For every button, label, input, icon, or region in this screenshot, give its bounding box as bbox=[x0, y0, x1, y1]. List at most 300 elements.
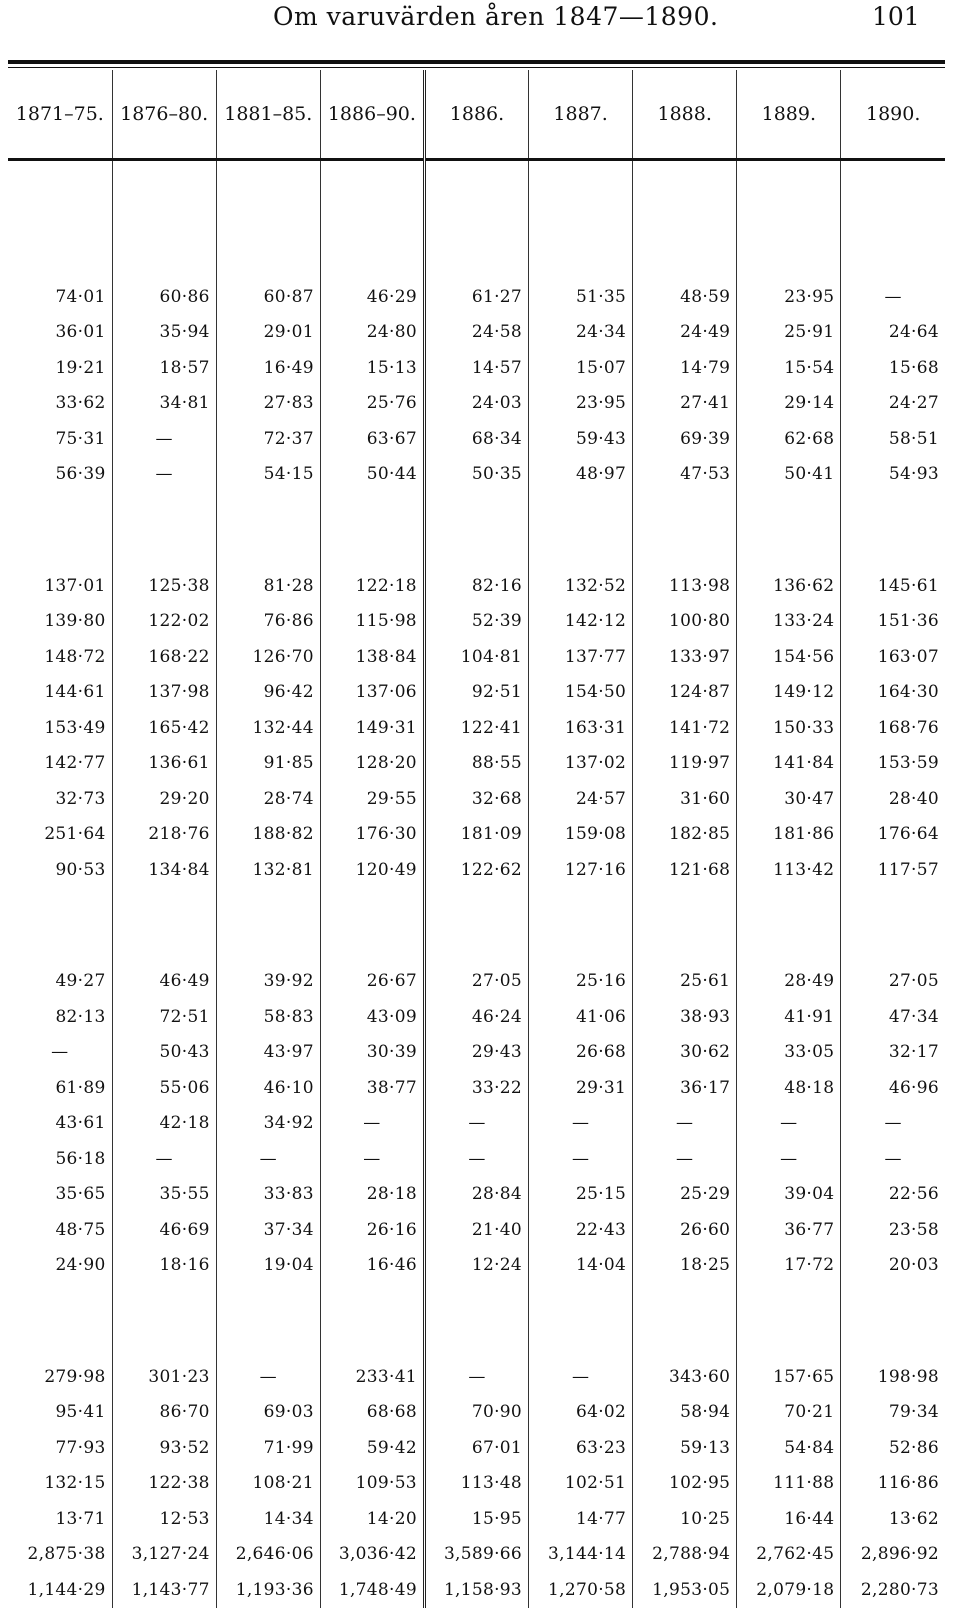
table-cell: 68·34 bbox=[424, 421, 528, 457]
table-cell: — bbox=[633, 1106, 737, 1142]
table-row bbox=[8, 781, 945, 817]
table-cell: 82·13 bbox=[55, 1006, 106, 1027]
table-cell: 1,143·77 bbox=[112, 1572, 216, 1608]
table-cell: 61·89 bbox=[55, 1077, 106, 1098]
table-cell: 113·98 bbox=[633, 568, 737, 604]
table-cell: 2,280·73 bbox=[841, 1572, 945, 1608]
table-cell: — bbox=[320, 1141, 424, 1177]
table-cell: 48·59 bbox=[633, 279, 737, 315]
spacer-cell bbox=[112, 888, 216, 964]
table-cell: 137·98 bbox=[112, 675, 216, 711]
table-cell: 90·53 bbox=[55, 859, 106, 880]
group-spacer bbox=[8, 160, 945, 280]
table-cell: 32·17 bbox=[841, 1035, 945, 1071]
table-cell: 54·15 bbox=[216, 457, 320, 493]
table-cell: 2,762·45 bbox=[737, 1537, 841, 1573]
table-row bbox=[8, 1035, 945, 1071]
table-cell: 198·98 bbox=[841, 1359, 945, 1395]
table-cell: 58·51 bbox=[841, 421, 945, 457]
table-row bbox=[8, 1430, 945, 1466]
table-cell: 163·31 bbox=[529, 710, 633, 746]
spacer-cell bbox=[8, 888, 112, 964]
table-cell: — bbox=[529, 1106, 633, 1142]
table-cell: 34·92 bbox=[216, 1106, 320, 1142]
table-cell: 1,144·29 bbox=[27, 1579, 106, 1600]
table-cell: 124·87 bbox=[633, 675, 737, 711]
table-cell: 52·86 bbox=[841, 1430, 945, 1466]
table-cell: 43·09 bbox=[320, 999, 424, 1035]
spacer-cell bbox=[216, 492, 320, 568]
table-header bbox=[8, 70, 945, 160]
table-cell: 3,036·42 bbox=[320, 1537, 424, 1573]
table-row bbox=[8, 1141, 945, 1177]
table-row bbox=[8, 639, 945, 675]
table-cell: 14·04 bbox=[529, 1248, 633, 1284]
spacer-cell bbox=[424, 888, 528, 964]
column-header: 1890. bbox=[841, 70, 945, 160]
table-cell: 102·95 bbox=[633, 1466, 737, 1502]
table-cell: 137·77 bbox=[529, 639, 633, 675]
table-cell: 24·58 bbox=[424, 315, 528, 351]
column-header: 1888. bbox=[633, 70, 737, 160]
table-cell: 132·44 bbox=[216, 710, 320, 746]
table-cell: 19·21 bbox=[55, 357, 106, 378]
table-cell: 121·68 bbox=[633, 852, 737, 888]
table-cell: 122·02 bbox=[112, 604, 216, 640]
spacer-cell bbox=[8, 1283, 112, 1359]
spacer-cell bbox=[841, 1283, 945, 1359]
table-row bbox=[8, 457, 945, 493]
table-row bbox=[8, 675, 945, 711]
table-cell: 188·82 bbox=[216, 817, 320, 853]
table-cell: 46·49 bbox=[112, 964, 216, 1000]
table-cell: 43·61 bbox=[55, 1113, 106, 1134]
table-cell: 181·86 bbox=[737, 817, 841, 853]
table-cell: 1,158·93 bbox=[424, 1572, 528, 1608]
table-cell: — bbox=[841, 1141, 945, 1177]
table-cell: 125·38 bbox=[112, 568, 216, 604]
table-row bbox=[8, 710, 945, 746]
table-cell: — bbox=[112, 457, 216, 493]
table-cell: 19·04 bbox=[216, 1248, 320, 1284]
table-cell: 1,953·05 bbox=[633, 1572, 737, 1608]
table-row bbox=[8, 1395, 945, 1431]
table-cell: 37·34 bbox=[216, 1212, 320, 1248]
table-row bbox=[8, 1359, 945, 1395]
table-cell: 132·52 bbox=[529, 568, 633, 604]
table-cell: 27·83 bbox=[216, 386, 320, 422]
table-row bbox=[8, 421, 945, 457]
table-cell: 61·27 bbox=[424, 279, 528, 315]
spacer-cell bbox=[841, 492, 945, 568]
table-cell: 22·56 bbox=[841, 1177, 945, 1213]
table-cell: — bbox=[112, 1141, 216, 1177]
table-cell: 32·73 bbox=[55, 788, 106, 809]
table-cell: — bbox=[51, 1042, 69, 1063]
spacer-cell bbox=[529, 160, 633, 280]
table-cell: 117·57 bbox=[841, 852, 945, 888]
table-cell: 50·44 bbox=[320, 457, 424, 493]
table-cell: 33·83 bbox=[216, 1177, 320, 1213]
table-cell: — bbox=[529, 1359, 633, 1395]
table-cell: 154·50 bbox=[529, 675, 633, 711]
table-cell: 50·41 bbox=[737, 457, 841, 493]
table-cell: 42·18 bbox=[112, 1106, 216, 1142]
table-cell: 72·51 bbox=[112, 999, 216, 1035]
table-row bbox=[8, 999, 945, 1035]
table-cell: 96·42 bbox=[216, 675, 320, 711]
table-cell: 24·27 bbox=[841, 386, 945, 422]
table-cell: 27·05 bbox=[841, 964, 945, 1000]
table-cell: 69·39 bbox=[633, 421, 737, 457]
table-cell: 133·97 bbox=[633, 639, 737, 675]
table-cell: 108·21 bbox=[216, 1466, 320, 1502]
table-cell: 52·39 bbox=[424, 604, 528, 640]
table-cell: 93·52 bbox=[112, 1430, 216, 1466]
table-cell: 81·28 bbox=[216, 568, 320, 604]
table-cell: 28·49 bbox=[737, 964, 841, 1000]
table-cell: 23·95 bbox=[737, 279, 841, 315]
table-cell: 182·85 bbox=[633, 817, 737, 853]
table-cell: 46·96 bbox=[841, 1070, 945, 1106]
table-cell: — bbox=[424, 1359, 528, 1395]
table-cell: 41·06 bbox=[529, 999, 633, 1035]
table-cell: 29·55 bbox=[320, 781, 424, 817]
table-cell: 3,589·66 bbox=[424, 1537, 528, 1573]
table-cell: 35·94 bbox=[112, 315, 216, 351]
table-cell: 2,646·06 bbox=[216, 1537, 320, 1573]
spacer-cell bbox=[216, 888, 320, 964]
table-cell: 24·57 bbox=[529, 781, 633, 817]
table-cell: 64·02 bbox=[529, 1395, 633, 1431]
table-cell: 122·41 bbox=[424, 710, 528, 746]
table-cell: 46·69 bbox=[112, 1212, 216, 1248]
table-cell: 14·20 bbox=[320, 1501, 424, 1537]
top-rule bbox=[8, 60, 945, 64]
table-row bbox=[8, 1248, 945, 1284]
table-row bbox=[8, 1212, 945, 1248]
table-cell: 50·43 bbox=[112, 1035, 216, 1071]
table-cell: 18·57 bbox=[112, 350, 216, 386]
table-cell: 151·36 bbox=[841, 604, 945, 640]
table-cell: 132·81 bbox=[216, 852, 320, 888]
page-header bbox=[0, 0, 960, 40]
table-row bbox=[8, 568, 945, 604]
table-cell: 58·83 bbox=[216, 999, 320, 1035]
table-cell: 251·64 bbox=[44, 824, 106, 845]
table-cell: 41·91 bbox=[737, 999, 841, 1035]
spacer-cell bbox=[112, 1283, 216, 1359]
price-statistics-table bbox=[8, 70, 945, 1608]
table-cell: 39·92 bbox=[216, 964, 320, 1000]
table-cell: 24·34 bbox=[529, 315, 633, 351]
table-cell: 91·85 bbox=[216, 746, 320, 782]
table-cell: 59·43 bbox=[529, 421, 633, 457]
table-cell: — bbox=[737, 1141, 841, 1177]
table-cell: 79·34 bbox=[841, 1395, 945, 1431]
table-cell: 141·84 bbox=[737, 746, 841, 782]
statistics-table-wrapper bbox=[8, 70, 945, 1600]
table-cell: 142·77 bbox=[44, 753, 106, 774]
table-row bbox=[8, 604, 945, 640]
table-cell: 72·37 bbox=[216, 421, 320, 457]
table-cell: 60·87 bbox=[216, 279, 320, 315]
table-cell: 26·68 bbox=[529, 1035, 633, 1071]
table-cell: 76·86 bbox=[216, 604, 320, 640]
column-header: 1889. bbox=[737, 70, 841, 160]
table-cell: 48·18 bbox=[737, 1070, 841, 1106]
column-header: 1876–80. bbox=[112, 70, 216, 160]
table-cell: 163·07 bbox=[841, 639, 945, 675]
table-cell: 104·81 bbox=[424, 639, 528, 675]
table-cell: 29·31 bbox=[529, 1070, 633, 1106]
column-header: 1886–90. bbox=[320, 70, 424, 160]
table-cell: 23·58 bbox=[841, 1212, 945, 1248]
table-cell: 127·16 bbox=[529, 852, 633, 888]
table-cell: — bbox=[737, 1106, 841, 1142]
table-cell: 22·43 bbox=[529, 1212, 633, 1248]
table-row bbox=[8, 386, 945, 422]
table-cell: 164·30 bbox=[841, 675, 945, 711]
table-cell: 102·51 bbox=[529, 1466, 633, 1502]
spacer-cell bbox=[633, 1283, 737, 1359]
table-cell: 86·70 bbox=[112, 1395, 216, 1431]
table-row bbox=[8, 315, 945, 351]
table-cell: 145·61 bbox=[841, 568, 945, 604]
spacer-cell bbox=[737, 160, 841, 280]
spacer-cell bbox=[8, 160, 112, 280]
table-cell: 3,144·14 bbox=[529, 1537, 633, 1573]
spacer-cell bbox=[424, 1283, 528, 1359]
table-cell: 111·88 bbox=[737, 1466, 841, 1502]
table-row bbox=[8, 1070, 945, 1106]
table-cell: 46·24 bbox=[424, 999, 528, 1035]
table-cell: 144·61 bbox=[44, 682, 106, 703]
table-cell: 38·93 bbox=[633, 999, 737, 1035]
spacer-cell bbox=[841, 160, 945, 280]
table-cell: 168·76 bbox=[841, 710, 945, 746]
table-cell: 30·62 bbox=[633, 1035, 737, 1071]
spacer-cell bbox=[841, 888, 945, 964]
table-cell: 35·55 bbox=[112, 1177, 216, 1213]
table-cell: 343·60 bbox=[633, 1359, 737, 1395]
spacer-cell bbox=[320, 888, 424, 964]
table-cell: 28·40 bbox=[841, 781, 945, 817]
table-cell: 58·94 bbox=[633, 1395, 737, 1431]
table-cell: 115·98 bbox=[320, 604, 424, 640]
spacer-cell bbox=[112, 160, 216, 280]
table-cell: 154·56 bbox=[737, 639, 841, 675]
spacer-cell bbox=[8, 492, 112, 568]
table-cell: 59·13 bbox=[633, 1430, 737, 1466]
table-cell: 157·65 bbox=[737, 1359, 841, 1395]
table-cell: 25·91 bbox=[737, 315, 841, 351]
table-cell: — bbox=[320, 1106, 424, 1142]
table-cell: 43·97 bbox=[216, 1035, 320, 1071]
table-row bbox=[8, 279, 945, 315]
spacer-cell bbox=[320, 1283, 424, 1359]
table-row bbox=[8, 1537, 945, 1573]
table-cell: 14·77 bbox=[529, 1501, 633, 1537]
table-row bbox=[8, 1177, 945, 1213]
spacer-cell bbox=[529, 1283, 633, 1359]
table-cell: 38·77 bbox=[320, 1070, 424, 1106]
table-cell: 1,193·36 bbox=[216, 1572, 320, 1608]
table-cell: 26·67 bbox=[320, 964, 424, 1000]
table-cell: 12·53 bbox=[112, 1501, 216, 1537]
table-cell: 60·86 bbox=[112, 279, 216, 315]
table-cell: 25·16 bbox=[529, 964, 633, 1000]
group-spacer bbox=[8, 1283, 945, 1359]
table-cell: 301·23 bbox=[112, 1359, 216, 1395]
spacer-cell bbox=[737, 492, 841, 568]
top-rule-thin bbox=[8, 67, 945, 68]
table-cell: 109·53 bbox=[320, 1466, 424, 1502]
table-cell: 49·27 bbox=[55, 971, 106, 992]
table-cell: 119·97 bbox=[633, 746, 737, 782]
table-cell: 181·09 bbox=[424, 817, 528, 853]
spacer-cell bbox=[424, 160, 528, 280]
table-cell: 126·70 bbox=[216, 639, 320, 675]
table-cell: 100·80 bbox=[633, 604, 737, 640]
spacer-cell bbox=[529, 492, 633, 568]
table-cell: — bbox=[424, 1141, 528, 1177]
table-row bbox=[8, 1466, 945, 1502]
table-cell: 233·41 bbox=[320, 1359, 424, 1395]
table-cell: 36·77 bbox=[737, 1212, 841, 1248]
table-cell: 122·38 bbox=[112, 1466, 216, 1502]
table-cell: 113·42 bbox=[737, 852, 841, 888]
table-cell: 16·44 bbox=[737, 1501, 841, 1537]
table-cell: 137·02 bbox=[529, 746, 633, 782]
table-cell: 25·76 bbox=[320, 386, 424, 422]
table-cell: 36·17 bbox=[633, 1070, 737, 1106]
table-cell: 176·64 bbox=[841, 817, 945, 853]
table-cell: 46·29 bbox=[320, 279, 424, 315]
spacer-cell bbox=[529, 888, 633, 964]
spacer-cell bbox=[737, 888, 841, 964]
column-header-row bbox=[8, 70, 945, 160]
table-cell: — bbox=[633, 1141, 737, 1177]
table-cell: 29·43 bbox=[424, 1035, 528, 1071]
table-cell: 25·29 bbox=[633, 1177, 737, 1213]
table-cell: 28·74 bbox=[216, 781, 320, 817]
table-cell: 136·61 bbox=[112, 746, 216, 782]
spacer-cell bbox=[633, 888, 737, 964]
column-header: 1871–75. bbox=[8, 70, 112, 160]
table-cell: 16·49 bbox=[216, 350, 320, 386]
page-number: 101 bbox=[872, 2, 920, 31]
table-cell: 36·01 bbox=[55, 322, 106, 343]
table-cell: 20·03 bbox=[841, 1248, 945, 1284]
table-cell: 136·62 bbox=[737, 568, 841, 604]
spacer-cell bbox=[320, 492, 424, 568]
table-cell: 56·18 bbox=[55, 1148, 106, 1169]
table-cell: 25·61 bbox=[633, 964, 737, 1000]
table-cell: 159·08 bbox=[529, 817, 633, 853]
table-cell: 63·23 bbox=[529, 1430, 633, 1466]
table-cell: 14·79 bbox=[633, 350, 737, 386]
table-cell: 18·16 bbox=[112, 1248, 216, 1284]
table-cell: 92·51 bbox=[424, 675, 528, 711]
table-cell: 34·81 bbox=[112, 386, 216, 422]
table-cell: 24·90 bbox=[55, 1255, 106, 1276]
table-cell: 95·41 bbox=[55, 1402, 106, 1423]
table-cell: 134·84 bbox=[112, 852, 216, 888]
table-row bbox=[8, 964, 945, 1000]
table-cell: 70·90 bbox=[424, 1395, 528, 1431]
table-cell: 33·05 bbox=[737, 1035, 841, 1071]
table-cell: 24·80 bbox=[320, 315, 424, 351]
table-cell: 77·93 bbox=[55, 1437, 106, 1458]
table-cell: 153·49 bbox=[44, 717, 106, 738]
spacer-cell bbox=[633, 160, 737, 280]
table-cell: 28·84 bbox=[424, 1177, 528, 1213]
table-cell: 75·31 bbox=[55, 428, 106, 449]
spacer-cell bbox=[633, 492, 737, 568]
table-cell: 21·40 bbox=[424, 1212, 528, 1248]
table-cell: 26·60 bbox=[633, 1212, 737, 1248]
table-cell: 35·65 bbox=[55, 1184, 106, 1205]
table-cell: 29·14 bbox=[737, 386, 841, 422]
table-cell: 24·64 bbox=[841, 315, 945, 351]
column-header: 1881–85. bbox=[216, 70, 320, 160]
table-cell: 18·25 bbox=[633, 1248, 737, 1284]
table-cell: 48·97 bbox=[529, 457, 633, 493]
spacer-cell bbox=[216, 160, 320, 280]
table-cell: 28·18 bbox=[320, 1177, 424, 1213]
table-cell: 149·31 bbox=[320, 710, 424, 746]
table-cell: 31·60 bbox=[633, 781, 737, 817]
table-body bbox=[8, 160, 945, 1608]
table-cell: 150·33 bbox=[737, 710, 841, 746]
table-cell: 149·12 bbox=[737, 675, 841, 711]
table-cell: 1,748·49 bbox=[320, 1572, 424, 1608]
table-cell: 128·20 bbox=[320, 746, 424, 782]
table-row bbox=[8, 852, 945, 888]
table-cell: 70·21 bbox=[737, 1395, 841, 1431]
table-cell: 142·12 bbox=[529, 604, 633, 640]
table-cell: 62·68 bbox=[737, 421, 841, 457]
table-cell: 54·93 bbox=[841, 457, 945, 493]
table-cell: 29·01 bbox=[216, 315, 320, 351]
table-cell: 148·72 bbox=[44, 646, 106, 667]
table-cell: 13·71 bbox=[55, 1508, 106, 1529]
table-cell: 133·24 bbox=[737, 604, 841, 640]
table-cell: 153·59 bbox=[841, 746, 945, 782]
table-cell: 279·98 bbox=[44, 1366, 106, 1387]
table-cell: 14·57 bbox=[424, 350, 528, 386]
table-cell: 168·22 bbox=[112, 639, 216, 675]
table-cell: 27·05 bbox=[424, 964, 528, 1000]
table-cell: 1,270·58 bbox=[529, 1572, 633, 1608]
table-cell: 137·06 bbox=[320, 675, 424, 711]
group-spacer bbox=[8, 492, 945, 568]
table-cell: 48·75 bbox=[55, 1219, 106, 1240]
table-cell: 39·04 bbox=[737, 1177, 841, 1213]
table-cell: 33·22 bbox=[424, 1070, 528, 1106]
table-cell: 68·68 bbox=[320, 1395, 424, 1431]
table-row bbox=[8, 1572, 945, 1608]
table-cell: 116·86 bbox=[841, 1466, 945, 1502]
table-cell: 47·34 bbox=[841, 999, 945, 1035]
table-cell: 74·01 bbox=[55, 286, 106, 307]
table-row bbox=[8, 746, 945, 782]
table-cell: 137·01 bbox=[44, 575, 106, 596]
spacer-cell bbox=[424, 492, 528, 568]
table-cell: 17·72 bbox=[737, 1248, 841, 1284]
table-row bbox=[8, 350, 945, 386]
